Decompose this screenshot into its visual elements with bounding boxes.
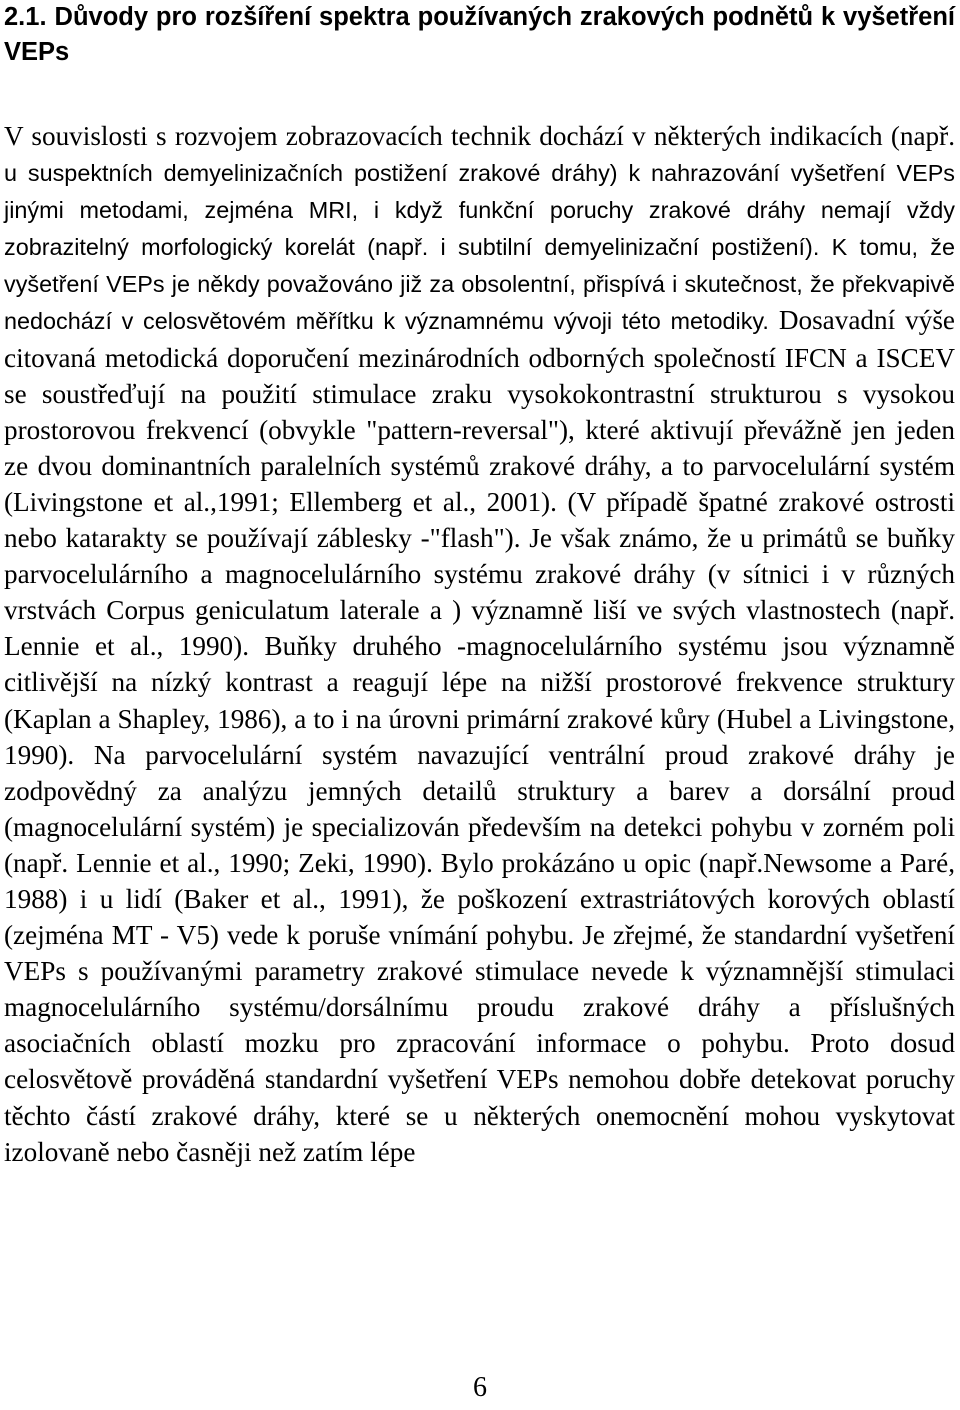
paragraph-segment-2: u suspektních demyelinizačních postižení zrakové dráhy) k nahrazování vyšetření VEPs jinými metodami, zejména MRI, i když funkční poruchy zrakové dráhy nemají vždy zobrazitelný morfologický korelát (např. i subtilní demyelinizační postižení). K tomu, že vyšetření VEPs je někdy považováno již za obsolentní, přispívá i skutečnost, že překvapivě nedochází v celosvětovém měřítku k významnému vývoji této metodiky. <box>4 160 955 335</box>
section-title: Důvody pro rozšíření spektra používaných zrakových podnětů k vyšetření VEPs <box>4 3 955 66</box>
page-number: 6 <box>473 1372 487 1403</box>
section-heading <box>4 0 955 70</box>
paragraph-segment-3: Dosavadní výše citovaná metodická doporučení mezinárodních odborných společností IFCN a ISCEV se soustřeďují na použití stimulace zraku vysokokontrastní strukturou s vysokou prostorovou frekvencí (obvykle "pattern-reversal"), které aktivují převážně jen jeden ze dvou dominantních paralelních systémů zrakové dráhy, a to parvocelulární systém (Livingstone et al.,1991; Ellemberg et al., 2001). (V případě špatné zrakové ostrosti nebo katarakty se používají záblesky -"flash"). Je však známo, že u primátů se buňky parvocelulárního a magnocelulárního systému zrakové dráhy (v sítnici i v různých vrstvách Corpus geniculatum laterale a ) významně liší ve svých vlastnostech (např. Lennie et al., 1990). Buňky druhého -magnocelulárního systému jsou významně citlivější na nízký kontrast a reagují lépe na nižší prostorové frekvence struktury (Kaplan a Shapley, 1986), a to i na úrovni primární zrakové kůry (Hubel a Livingstone, 1990). Na parvocelulární systém navazující ventrální proud zrakové dráhy je zodpovědný za analýzu jemných detailů struktury a barev a dorsální proud (magnocelulární systém) je specializován především na detekci pohybu v zorném poli (např. Lennie et al., 1990; Zeki, 1990). Bylo prokázáno u opic (např.Newsome a Paré, 1988) i u lidí (Baker et al., 1991), že poškození extrastriátových korových oblastí (zejména MT - V5) vede k poruše vnímání pohybu. Je zřejmé, že standardní vyšetření VEPs s používanými parametry zrakové stimulace nevede k významnější stimulaci magnocelulárního systému/dorsálnímu proudu zrakové dráhy a příslušných asociačních oblastí mozku pro zpracování informace o pohybu. Proto dosud celosvětově prováděná standardní vyšetření VEPs nemohou dobře detekovat poruchy těchto částí zrakové dráhy, které se u některých onemocnění mohou vyskytovat izolovaně nebo časněji než zatím lépe <box>4 305 955 1167</box>
section-number: 2.1. <box>4 3 47 31</box>
paragraph-segment-1: V souvislosti s rozvojem zobrazovacích technik dochází v některých indikacích (např. <box>4 121 955 151</box>
body-paragraph <box>4 118 955 1170</box>
document-page <box>4 0 955 1170</box>
